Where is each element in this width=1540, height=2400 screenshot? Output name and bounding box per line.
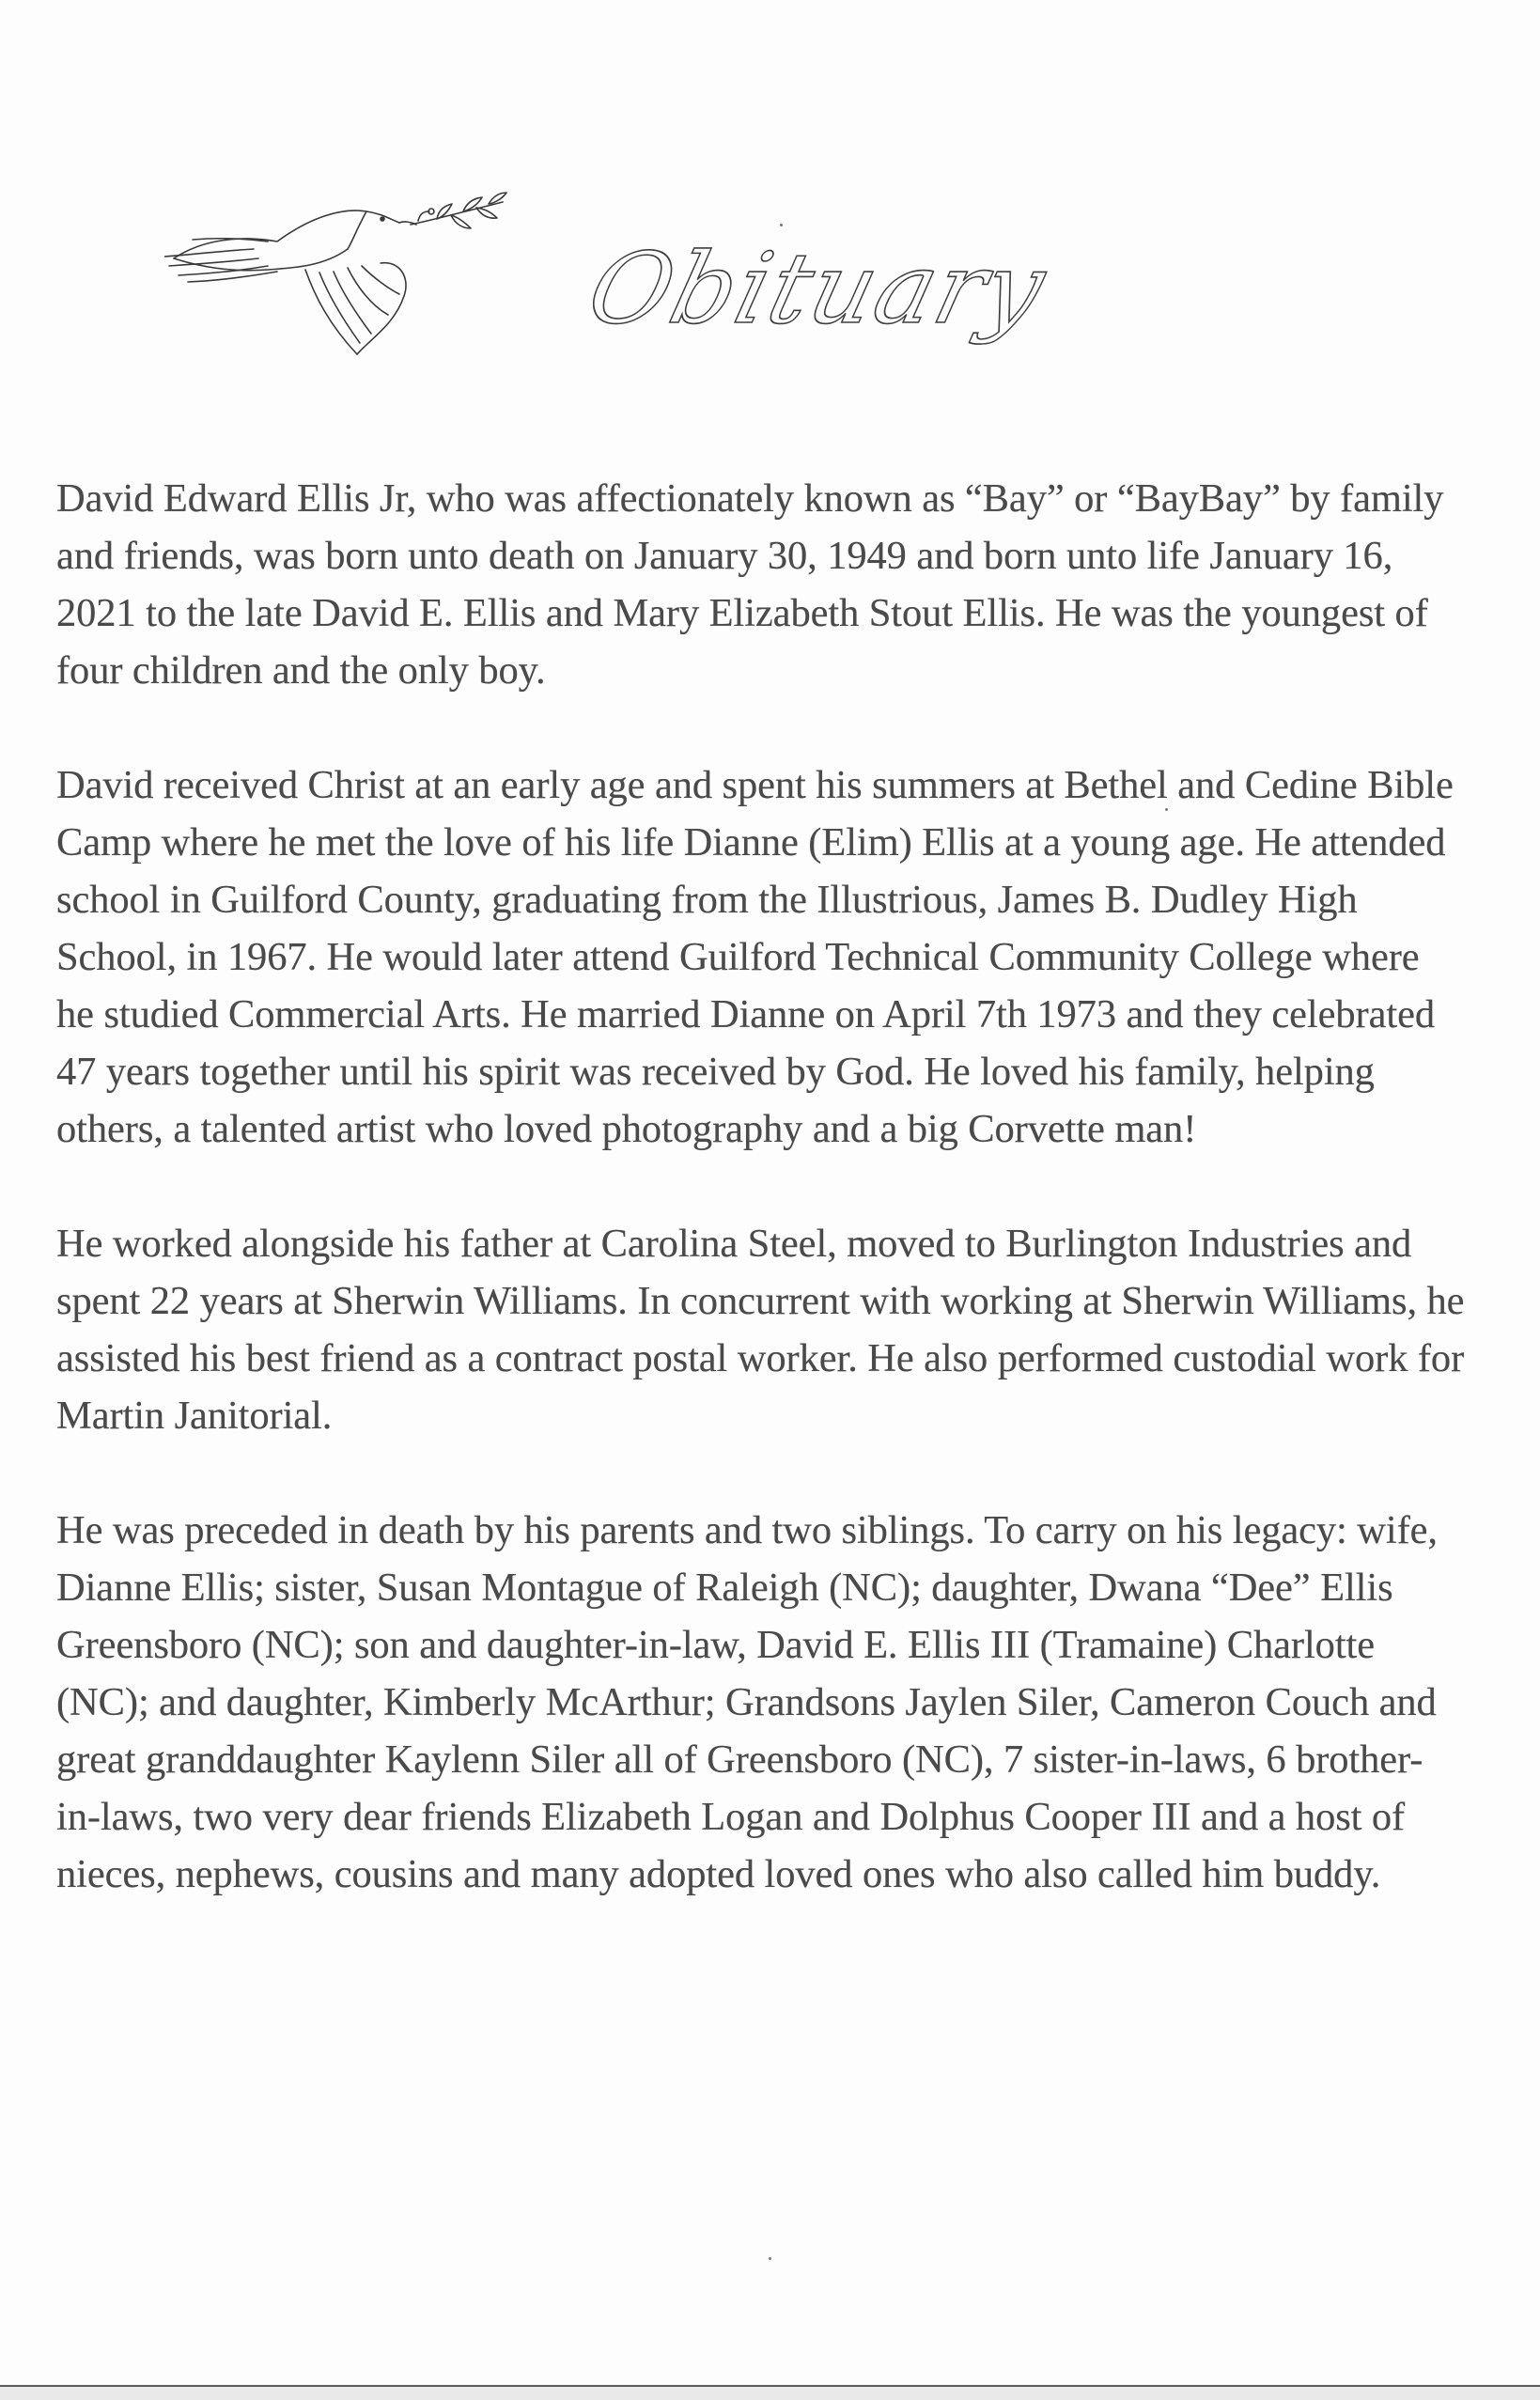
scan-speck bbox=[769, 2257, 771, 2260]
paragraph-career: He worked alongside his father at Carolina Steel, moved to Burlington Industries and spent 22 years at Sherwin Williams. In concurrent with working at Sherwin Williams, he assisted his best friend as a contract postal worker. He also performed custodial work for Martin Janitorial. bbox=[56, 1222, 1465, 1438]
paragraph-birth: David Edward Ellis Jr, who was affectionately known as “Bay” or “BayBay” by family and friends, was born unto death on January 30, 1949 and born unto life January 16, 2021 to the late David E. Ellis and Mary Elizabeth Stout Ellis. He was the youngest of four children and the only boy. bbox=[56, 476, 1444, 693]
paragraph-faith-and-family: David received Christ at an early age and spent his summers at Bethel and Cedine Bible Camp where he met the love of his life Dianne (Elim) Ellis at a young age. He attended school in Guilford County, graduating from the Illustrious, James B. Dudley High School, in 1967. He would later attend Guilford Technical Community College where he studied Commercial Arts. He married Dianne on April 7th 1973 and they celebrated 47 years together until his spirit was received by God. He loved his family, helping others, a talented artist who loved photography and a big Corvette man! bbox=[56, 763, 1454, 1151]
scan-speck bbox=[780, 224, 783, 226]
scan-speck bbox=[1165, 808, 1168, 811]
dove-with-olive-branch-icon bbox=[164, 183, 521, 371]
page-title: Obituary bbox=[577, 231, 1058, 346]
paragraph-survivors: He was preceded in death by his parents and two siblings. To carry on his legacy: wife, Dianne Ellis; sister, Susan Montague of Raleigh (NC); daughter, Dwana “Dee” Ellis Greensboro (NC); son and daughter-in-law, David E. Ellis III (Tramaine) Charlotte (NC); and daughter, Kimberly McArthur; Grandsons Jaylen Siler, Cameron Couch and great granddaughter Kaylenn Siler all of Greensboro (NC), 7 sister-in-laws, 6 brother-in-laws, two very dear friends Elizabeth Logan and Dolphus Cooper III and a host of nieces, nephews, cousins and many adopted loved ones who also called him buddy. bbox=[56, 1508, 1438, 1896]
obituary-body bbox=[56, 470, 1466, 1960]
